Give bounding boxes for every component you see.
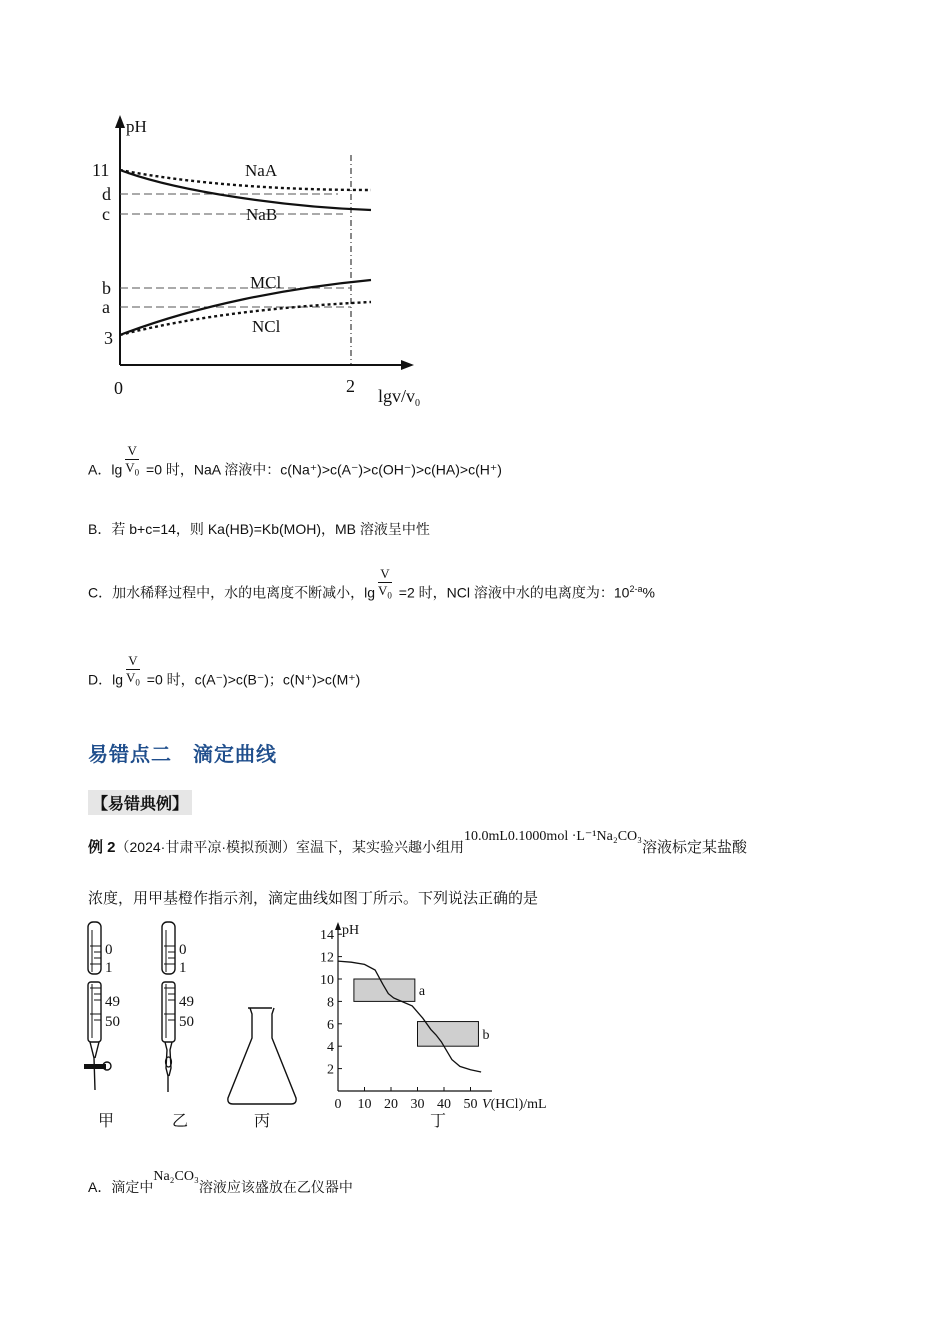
option-C-1: C．加水稀释过程中，水的电离度不断减小，lg $\frac{V}{V_0}$ =2 时，NCl 溶液中水的电离度为：10$^{2-a}$% bbox=[88, 575, 655, 613]
tc-x-tick-label: 50 bbox=[463, 1097, 478, 1112]
svg-text:1: 1 bbox=[105, 960, 113, 976]
dilution-ph-chart bbox=[88, 110, 448, 415]
tc-y-tick-label: 4 bbox=[327, 1040, 334, 1056]
label-jia: 甲 bbox=[98, 1113, 115, 1130]
example-2-line2: 浓度，用甲基橙作指示剂，滴定曲线如图丁所示。下列说法正确的是 bbox=[88, 890, 539, 907]
label-bing: 丙 bbox=[254, 1113, 271, 1130]
fraction-v-v0: $\frac{V}{V_0}$ bbox=[126, 653, 140, 688]
label-NCl: NCl bbox=[252, 317, 281, 336]
fraction-v-v0: $\frac{V}{V_0}$ bbox=[378, 566, 392, 601]
tc-x-tick-label: 40 bbox=[437, 1097, 451, 1112]
y-tick-3: 3 bbox=[104, 328, 113, 348]
tc-x-tick-label: 10 bbox=[357, 1097, 372, 1112]
tc-label-jia-ding: 丁 bbox=[430, 1111, 447, 1130]
burette-jia bbox=[84, 922, 120, 1130]
concentration-formula: 10.0mL0.1000mol ·L⁻¹Na₂CO₃ bbox=[463, 829, 643, 844]
tc-y-tick-label: 2 bbox=[327, 1062, 334, 1078]
example-label: 例 2 bbox=[88, 839, 116, 856]
y-axis-arrow bbox=[115, 115, 125, 128]
svg-text:49: 49 bbox=[179, 994, 194, 1010]
tc-band-label-a: a bbox=[418, 984, 426, 1000]
label-NaA: NaA bbox=[245, 161, 278, 180]
option-B-1: B．若 b+c=14，则 Ka(HB)=Kb(MOH)，MB 溶液呈中性 bbox=[88, 521, 430, 537]
conical-flask bbox=[228, 1008, 296, 1130]
label-NaB: NaB bbox=[246, 205, 278, 224]
burette-yi bbox=[162, 922, 194, 1130]
label-MCl: MCl bbox=[250, 273, 282, 292]
label-yi: 乙 bbox=[172, 1113, 189, 1130]
option-A-1: A．lg $\frac{V}{V_0}$ =0 时，NaA 溶液中：c(Na⁺)>c(A⁻)>c(OH⁻)>c(HA)>c(H⁺) bbox=[88, 452, 502, 490]
tc-y-label: pH bbox=[342, 923, 360, 938]
titration-curve-chart bbox=[300, 918, 580, 1133]
svg-text:0: 0 bbox=[179, 942, 187, 958]
option-A-2: A．滴定中Na₂CO₃溶液应该盛放在乙仪器中 bbox=[88, 1169, 353, 1195]
tc-y-arrow bbox=[335, 922, 341, 930]
tc-y-tick-label: 8 bbox=[327, 995, 334, 1011]
tc-y-tick-label: 10 bbox=[320, 973, 334, 988]
y-axis-label: pH bbox=[126, 117, 147, 136]
fraction-v-v0: $\frac{V}{V_0}$ bbox=[125, 443, 140, 478]
y-tick-c: c bbox=[102, 204, 110, 224]
svg-text:50: 50 bbox=[105, 1014, 120, 1030]
x-axis-label: lgv/$v_0$ bbox=[378, 386, 421, 409]
example-tag: 【易错典例】 bbox=[88, 790, 192, 815]
y-tick-b: b bbox=[102, 278, 111, 298]
x-axis-arrow bbox=[401, 360, 414, 370]
apparatus-figure bbox=[80, 918, 330, 1133]
tc-x-tick-label: 0 bbox=[334, 1097, 342, 1112]
x-tick-2: 2 bbox=[346, 376, 355, 396]
tc-y-tick-label: 14 bbox=[320, 928, 334, 944]
na2co3-formula: Na₂CO₃ bbox=[153, 1169, 199, 1184]
option-D-1: D．lg $\frac{V}{V_0}$ =0 时，c(A⁻)>c(B⁻)；c(N⁺)>c(M⁺) bbox=[88, 662, 360, 700]
tc-x-tick-label: 30 bbox=[410, 1097, 425, 1112]
y-tick-a: a bbox=[102, 297, 110, 317]
y-tick-11: 11 bbox=[92, 160, 110, 180]
svg-text:1: 1 bbox=[179, 960, 187, 976]
y-tick-d: d bbox=[102, 184, 111, 204]
example-2-line1: 例 2（2024·甘肃平凉·模拟预测）室温下，某实验兴趣小组用10.0mL0.1000mol ·L⁻¹Na₂CO₃溶液标定某盐酸 bbox=[88, 829, 748, 856]
tc-band-a bbox=[354, 979, 415, 1001]
tc-band-label-b: b bbox=[482, 1027, 490, 1043]
tc-y-tick-label: 12 bbox=[320, 950, 334, 966]
section-title: 易错点二 滴定曲线 bbox=[88, 744, 277, 766]
tc-y-tick-label: 6 bbox=[327, 1017, 334, 1033]
svg-text:0: 0 bbox=[105, 942, 113, 958]
tc-x-tick-label: 20 bbox=[384, 1097, 398, 1112]
x-tick-0: 0 bbox=[114, 378, 123, 398]
tc-series-line bbox=[338, 961, 481, 1072]
svg-text:50: 50 bbox=[179, 1014, 194, 1030]
tc-band-b bbox=[418, 1022, 479, 1047]
tc-x-label: V(HCl)/mL bbox=[482, 1097, 547, 1112]
svg-text:49: 49 bbox=[105, 994, 120, 1010]
